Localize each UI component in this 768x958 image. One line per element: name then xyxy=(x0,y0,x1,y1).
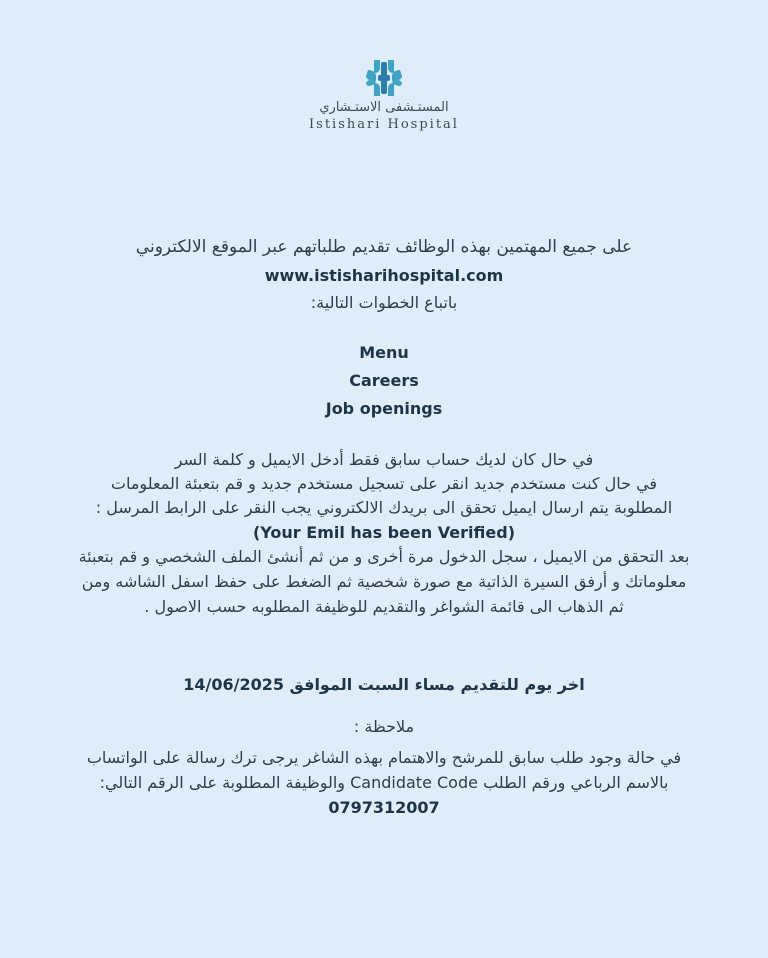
instruction-line-6: معلوماتك و أرفق السيرة الذاتية مع صورة شخصية ثم الضغط على حفظ اسفل الشاشه ومن xyxy=(81,572,687,591)
step-careers: Careers xyxy=(349,371,419,390)
candidate-code-label: Candidate Code xyxy=(350,773,478,792)
instruction-line-5: بعد التحقق من الايميل ، سجل الدخول مرة أخرى و من ثم أنشئ الملف الشخصي و قم بتعبئة xyxy=(78,547,690,566)
step-menu: Menu xyxy=(359,343,409,362)
hospital-logo-icon xyxy=(364,58,404,98)
deadline-text: اخر يوم للتقديم مساء السبت الموافق xyxy=(289,675,585,694)
logo-english-name: Istishari Hospital xyxy=(309,117,459,132)
application-deadline xyxy=(0,675,768,694)
instruction-line-3: المطلوبة يتم ارسال ايميل تحقق الى بريدك الالكتروني يجب النقر على الرابط المرسل : xyxy=(95,498,673,517)
note-line-2-start: بالاسم الرباعي ورقم الطلب xyxy=(483,773,669,792)
note-line-2-end: والوظيفة المطلوبة على الرقم التالي: xyxy=(99,773,346,792)
step-job-openings: Job openings xyxy=(325,399,443,418)
verified-message: (Your Emil has been Verified) xyxy=(252,523,516,542)
intro-line: على جميع المهتمين بهذه الوظائف تقديم طلباتهم عبر الموقع الالكتروني xyxy=(135,237,633,257)
instruction-line-7: ثم الذهاب الى قائمة الشواغر والتقديم للوظيفة المطلوبه حسب الاصول . xyxy=(144,597,624,616)
hospital-logo xyxy=(0,58,768,132)
steps-intro: باتباع الخطوات التالية: xyxy=(310,293,458,312)
logo-arabic-name: المستـشفى الاستـشاري xyxy=(319,100,449,115)
note-line-1: في حالة وجود طلب سابق للمرشح والاهتمام بهذه الشاغر يرجى ترك رسالة على الواتساب xyxy=(86,748,682,767)
website-link[interactable]: www.istisharihospital.com xyxy=(264,266,504,285)
whatsapp-phone-number[interactable]: 0797312007 xyxy=(328,798,440,817)
instruction-line-1: في حال كان لديك حساب سابق فقط أدخل الايميل و كلمة السر xyxy=(174,450,594,469)
deadline-date: 14/06/2025 xyxy=(183,675,284,694)
instruction-line-2: في حال كنت مستخدم جديد انقر على تسجيل مستخدم جديد و قم بتعبئة المعلومات xyxy=(110,474,658,493)
note-title: ملاحظة : xyxy=(353,717,415,736)
note-line-2 xyxy=(0,773,768,792)
